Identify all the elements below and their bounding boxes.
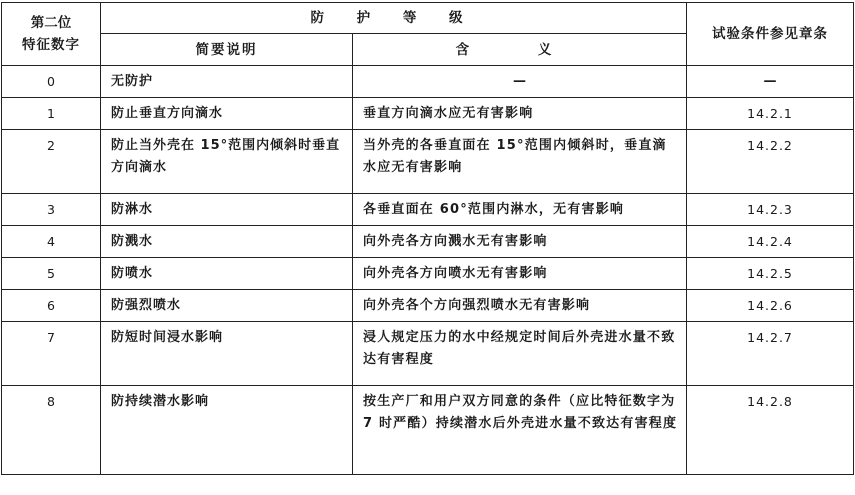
brief-cell: 防淋水 [101, 194, 353, 226]
digit-cell: 8 [2, 386, 101, 475]
table-row [2, 258, 854, 290]
table-row [2, 290, 854, 322]
meaning-cell: 向外壳各方向溅水无有害影响 [353, 226, 687, 258]
ref-cell: 14.2.8 [687, 386, 854, 475]
digit-cell: 6 [2, 290, 101, 322]
table-row [2, 226, 854, 258]
digit-cell: 3 [2, 194, 101, 226]
header-meaning-label: 含 义 [455, 41, 584, 58]
digit-cell: 1 [2, 98, 101, 130]
digit-cell: 2 [2, 130, 101, 194]
digit-cell: 7 [2, 322, 101, 386]
meaning-cell: 向外壳各个方向强烈喷水无有害影响 [353, 290, 687, 322]
ref-cell: 14.2.3 [687, 194, 854, 226]
header-digit-line2: 特征数字 [22, 37, 80, 53]
table-row [2, 386, 854, 475]
meaning-cell: 向外壳各方向喷水无有害影响 [353, 258, 687, 290]
brief-cell: 防喷水 [101, 258, 353, 290]
header-protection-level [101, 3, 687, 34]
meaning-cell: — [353, 66, 687, 98]
ip-second-digit-table [1, 2, 854, 475]
brief-cell: 防溅水 [101, 226, 353, 258]
ref-cell: — [687, 66, 854, 98]
header-digit [2, 3, 101, 66]
ref-cell: 14.2.6 [687, 290, 854, 322]
digit-cell: 0 [2, 66, 101, 98]
table-row [2, 98, 854, 130]
ref-cell: 14.2.4 [687, 226, 854, 258]
header-protection-level-label: 防 护 等 级 [310, 10, 477, 26]
brief-cell: 无防护 [101, 66, 353, 98]
brief-cell: 防持续潜水影响 [101, 386, 353, 475]
brief-cell: 防止垂直方向滴水 [101, 98, 353, 130]
meaning-cell: 浸人规定压力的水中经规定时间后外壳进水量不致达有害程度 [353, 322, 687, 386]
meaning-cell: 各垂直面在 60°范围内淋水，无有害影响 [353, 194, 687, 226]
header-row-top [2, 3, 854, 34]
header-digit-line1: 第二位 [30, 15, 72, 31]
table-row [2, 66, 854, 98]
digit-cell: 4 [2, 226, 101, 258]
table-row [2, 322, 854, 386]
meaning-cell: 垂直方向滴水应无有害影响 [353, 98, 687, 130]
ref-cell: 14.2.5 [687, 258, 854, 290]
header-test-condition-ref: 试验条件参见章条 [687, 3, 854, 66]
ref-cell: 14.2.2 [687, 130, 854, 194]
meaning-cell: 按生产厂和用户双方同意的条件（应比特征数字为 7 时严酷）持续潜水后外壳进水量不致达有害程度 [353, 386, 687, 475]
header-meaning [353, 34, 687, 66]
brief-cell: 防短时间浸水影响 [101, 322, 353, 386]
header-brief-description: 简要说明 [101, 34, 353, 66]
meaning-cell: 当外壳的各垂直面在 15°范围内倾斜时，垂直滴水应无有害影响 [353, 130, 687, 194]
table-row [2, 194, 854, 226]
table-row [2, 130, 854, 194]
brief-cell: 防止当外壳在 15°范围内倾斜时垂直方向滴水 [101, 130, 353, 194]
digit-cell: 5 [2, 258, 101, 290]
ref-cell: 14.2.1 [687, 98, 854, 130]
ref-cell: 14.2.7 [687, 322, 854, 386]
brief-cell: 防强烈喷水 [101, 290, 353, 322]
ip-second-digit-table-container [1, 2, 854, 475]
